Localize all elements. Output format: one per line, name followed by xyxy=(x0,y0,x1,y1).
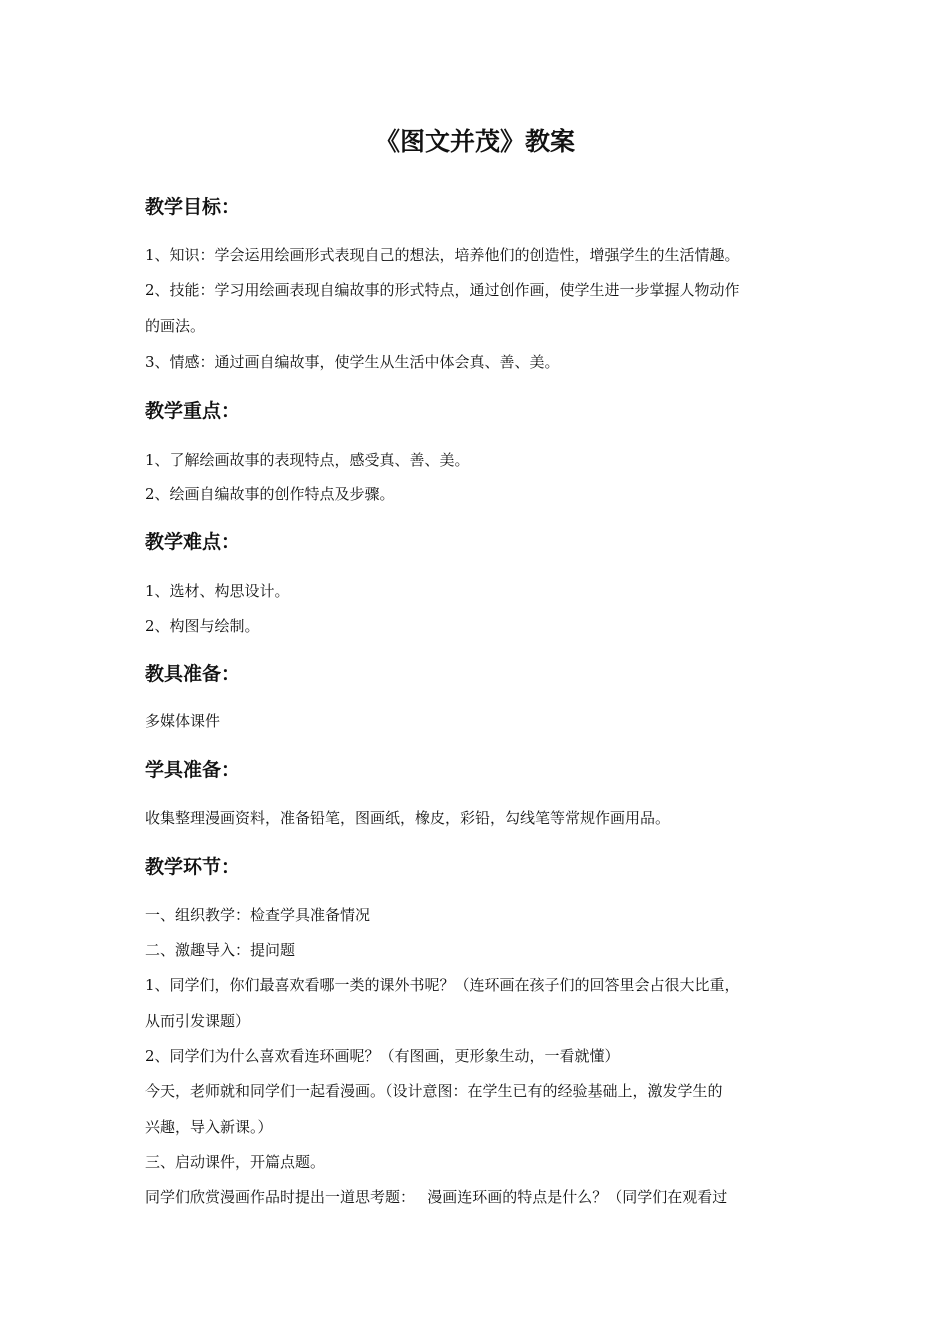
objectives-line: 1、知识：学会运用绘画形式表现自己的想法，培养他们的创造性，增强学生的生活情趣。 xyxy=(145,246,740,264)
procedure-line: 一、组织教学：检查学具准备情况 xyxy=(145,906,371,924)
procedure-line: 兴趣，导入新课。） xyxy=(145,1118,273,1136)
key-points-line: 2、绘画自编故事的创作特点及步骤。 xyxy=(145,485,395,503)
procedure-line: 1、同学们，你们最喜欢看哪一类的课外书呢？（连环画在孩子们的回答里会占很大比重， xyxy=(145,976,740,994)
document-title: 《图文并茂》教案 xyxy=(374,127,575,156)
difficulties-line: 2、构图与绘制。 xyxy=(145,617,260,635)
procedure-line: 三、启动课件，开篇点题。 xyxy=(145,1153,326,1171)
objectives-line: 2、技能：学习用绘画表现自编故事的形式特点，通过创作画，使学生进一步掌握人物动作 xyxy=(145,281,740,299)
teaching-tools-line: 多媒体课件 xyxy=(145,712,221,730)
procedure-line: 同学们欣赏漫画作品时提出一道思考题： 漫画连环画的特点是什么？（同学们在观看过 xyxy=(145,1188,728,1206)
objectives-line: 3、情感：通过画自编故事，使学生从生活中体会真、善、美。 xyxy=(145,353,560,371)
key-points-line: 1、了解绘画故事的表现特点，感受真、善、美。 xyxy=(145,451,470,469)
difficulties-heading: 教学难点： xyxy=(145,531,241,553)
difficulties-line: 1、选材、构思设计。 xyxy=(145,582,290,600)
procedure-line: 2、同学们为什么喜欢看连环画呢？（有图画，更形象生动，一看就懂） xyxy=(145,1047,620,1065)
objectives-heading: 教学目标： xyxy=(145,196,241,218)
student-tools-heading: 学具准备： xyxy=(145,759,241,781)
procedure-heading: 教学环节： xyxy=(145,856,241,878)
procedure-line: 二、激趣导入：提问题 xyxy=(145,941,296,959)
procedure-line: 今天，老师就和同学们一起看漫画。（设计意图：在学生已有的经验基础上，激发学生的 xyxy=(145,1082,723,1100)
teaching-tools-heading: 教具准备： xyxy=(145,663,241,685)
student-tools-line: 收集整理漫画资料，准备铅笔，图画纸，橡皮，彩铅，勾线笔等常规作画用品。 xyxy=(145,809,671,827)
procedure-line: 从而引发课题） xyxy=(145,1012,251,1030)
objectives-line: 的画法。 xyxy=(145,317,206,335)
key-points-heading: 教学重点： xyxy=(145,400,241,422)
